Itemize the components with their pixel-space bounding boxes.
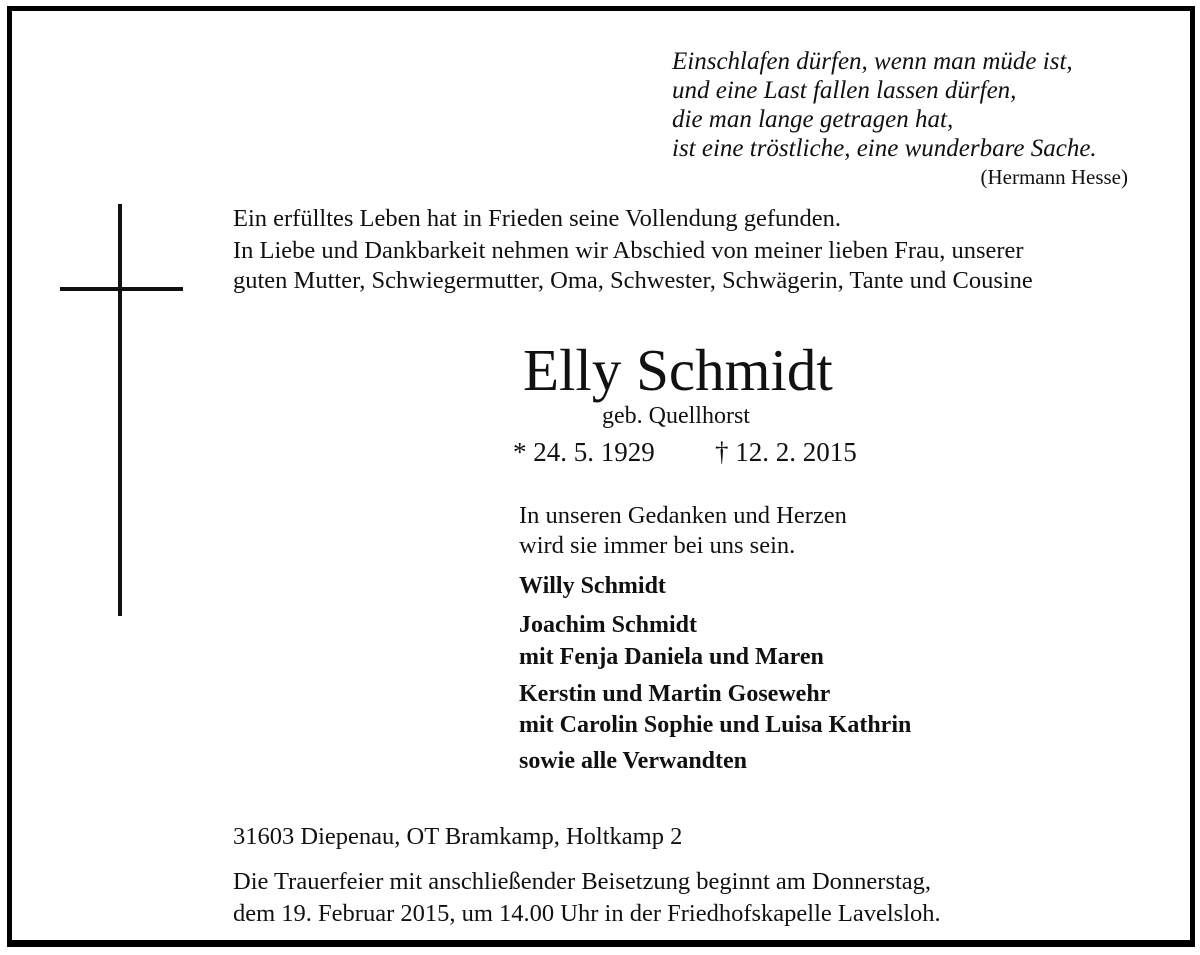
- memorial-line: In unseren Gedanken und Herzen: [519, 502, 847, 529]
- obituary-notice: [7, 6, 1195, 947]
- address: 31603 Diepenau, OT Bramkamp, Holtkamp 2: [233, 823, 683, 850]
- intro-line: Ein erfülltes Leben hat in Frieden seine Vollendung gefunden.: [233, 205, 842, 232]
- cross-horizontal-bar: [60, 287, 183, 291]
- deceased-name: Elly Schmidt: [523, 337, 833, 403]
- mourner-line: Willy Schmidt: [519, 573, 666, 599]
- memorial-line: wird sie immer bei uns sein.: [519, 532, 796, 559]
- quote-author: (Hermann Hesse): [980, 165, 1128, 189]
- death-date: † 12. 2. 2015: [715, 437, 857, 467]
- mourner-line: Joachim Schmidt: [519, 612, 698, 638]
- intro-line: In Liebe und Dankbarkeit nehmen wir Abschied von meiner lieben Frau, unserer: [233, 237, 1024, 264]
- mourner-line: Kerstin und Martin Gosewehr: [519, 681, 831, 707]
- funeral-line: dem 19. Februar 2015, um 14.00 Uhr in der Friedhofskapelle Lavelsloh.: [233, 900, 941, 927]
- intro-line: guten Mutter, Schwiegermutter, Oma, Schwester, Schwägerin, Tante und Cousine: [233, 267, 1033, 294]
- quote-line: Einschlafen dürfen, wenn man müde ist,: [672, 48, 1073, 75]
- quote-line: und eine Last fallen lassen dürfen,: [672, 77, 1017, 104]
- cross-vertical-bar: [118, 204, 122, 616]
- quote-line: die man lange getragen hat,: [672, 106, 954, 133]
- mourner-line: mit Carolin Sophie und Luisa Kathrin: [519, 712, 912, 738]
- birth-name: geb. Quellhorst: [602, 403, 750, 429]
- mourner-line: sowie alle Verwandten: [519, 748, 747, 774]
- funeral-line: Die Trauerfeier mit anschließender Beisetzung beginnt am Donnerstag,: [233, 868, 932, 895]
- birth-date: * 24. 5. 1929: [513, 437, 655, 467]
- quote-line: ist eine tröstliche, eine wunderbare Sache.: [672, 135, 1097, 162]
- mourner-line: mit Fenja Daniela und Maren: [519, 644, 824, 670]
